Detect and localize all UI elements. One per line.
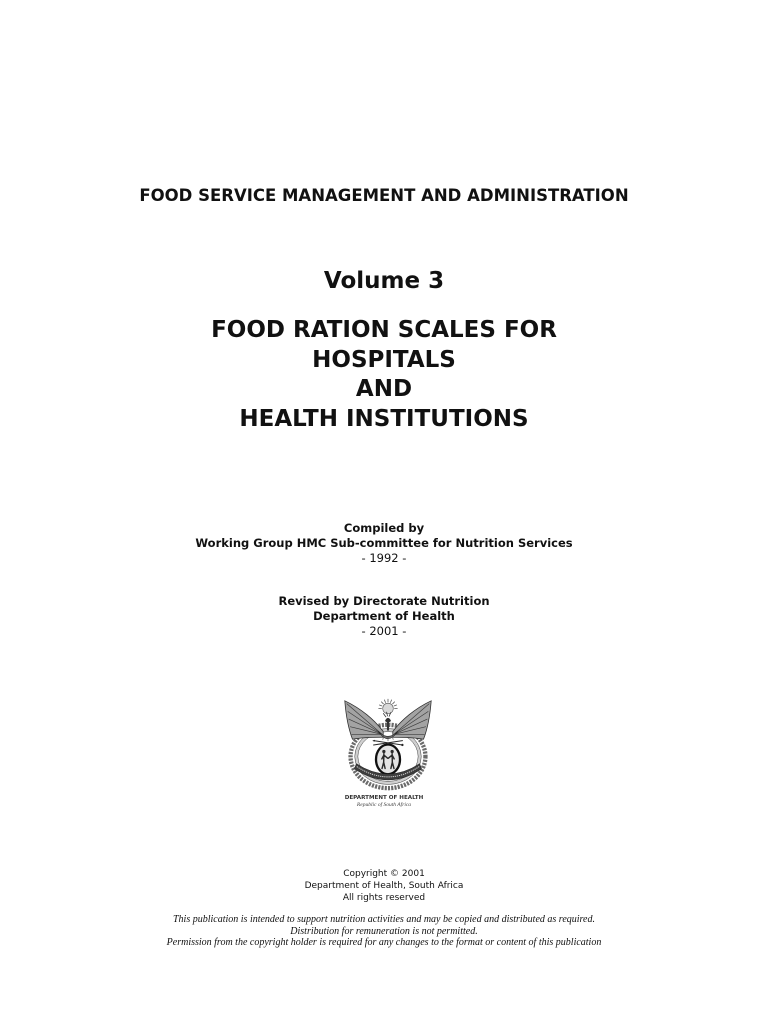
usage-notice-line: Distribution for remuneration is not permitted. (290, 925, 478, 937)
emblem-department-label: DEPARTMENT OF HEALTH (344, 795, 424, 801)
shield (376, 744, 400, 774)
series-title: FOOD SERVICE MANAGEMENT AND ADMINISTRATION (139, 186, 629, 205)
compiled-by-section (0, 521, 768, 566)
rising-sun (378, 699, 397, 714)
emblem-country-label: Republic of South Africa (356, 802, 412, 808)
rights-statement: All rights reserved (342, 893, 426, 903)
right-wing (393, 701, 431, 739)
document-title-line: FOOD RATION SCALES FOR (211, 317, 557, 343)
copyright-section (0, 868, 768, 904)
document-title-line: AND (355, 376, 413, 402)
document-title-line: HOSPITALS (312, 346, 456, 373)
copyright-notice: Copyright © 2001 (343, 869, 425, 879)
secretary-bird-head (383, 712, 391, 731)
revised-by-section (0, 594, 768, 639)
compiled-year: - 1992 - (361, 551, 407, 565)
document-title-line: HEALTH INSTITUTIONS (239, 405, 529, 432)
left-wing (345, 701, 383, 739)
compiling-group: Working Group HMC Sub-committee for Nutrition Services (195, 536, 573, 550)
compiled-by-label: Compiled by (343, 521, 425, 535)
document-title (0, 316, 768, 434)
volume-number: Volume 3 (323, 268, 445, 294)
revising-department: Department of Health (313, 609, 455, 623)
copyright-holder: Department of Health, South Africa (304, 881, 464, 891)
coat-of-arms-icon (340, 696, 436, 792)
usage-notice-line: This publication is intended to support nutrition activities and may be copied and distributed as required. (172, 914, 595, 925)
usage-notice-line: Permission from the copyright holder is required for any changes to the format or content of this publication (166, 937, 602, 948)
revised-by-label: Revised by Directorate Nutrition (278, 594, 490, 608)
usage-notice (0, 914, 768, 949)
revised-year: - 2001 - (361, 624, 407, 638)
